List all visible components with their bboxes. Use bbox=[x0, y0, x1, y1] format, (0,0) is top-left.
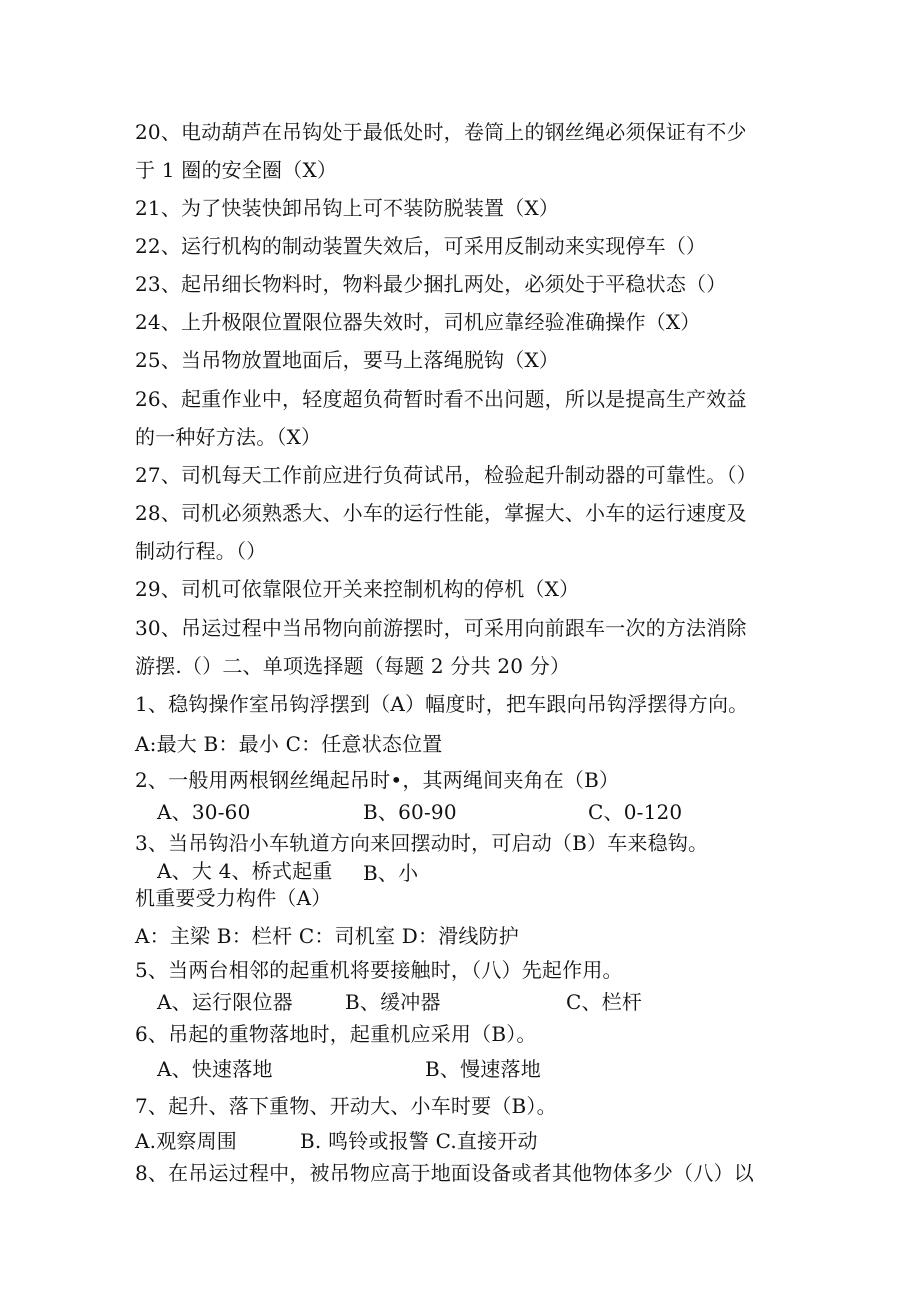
text-line-mc7: 7、起升、落下重物、开动大、小车时要（B）。 bbox=[135, 1094, 557, 1118]
text-line-q29: 29、司机可依靠限位开关来控制机构的停机（X） bbox=[135, 577, 580, 601]
text-line-q28-cont: 制动行程。（） bbox=[135, 539, 267, 563]
text-line-q25: 25、当吊物放置地面后，要马上落绳脱钩（X） bbox=[135, 348, 560, 372]
option-mc7-a: A.观察周围 bbox=[135, 1129, 238, 1153]
text-line-q28: 28、司机必须熟悉大、小车的运行性能，掌握大、小车的运行速度及 bbox=[135, 501, 747, 525]
text-line-mc8: 8、在吊运过程中，被吊物应高于地面设备或者其他物体多少（八）以 bbox=[135, 1161, 754, 1185]
option-mc2-c: C、0-120 bbox=[588, 800, 683, 824]
option-mc6-a: A、快速落地 bbox=[157, 1057, 273, 1081]
text-line-q30: 30、吊运过程中当吊物向前游摆时，可采用向前跟车一次的方法消除 bbox=[135, 616, 747, 640]
text-line-q22: 22、运行机构的制动装置失效后，可采用反制动来实现停车（） bbox=[135, 234, 707, 258]
text-line-q27: 27、司机每天工作前应进行负荷试吊，检验起升制动器的可靠性。（） bbox=[135, 463, 757, 487]
option-mc5-b: B、缓冲器 bbox=[345, 990, 441, 1014]
text-line-mc5: 5、当两台相邻的起重机将要接触时，（八）先起作用。 bbox=[135, 958, 623, 982]
option-mc5-a: A、运行限位器 bbox=[157, 990, 293, 1014]
text-line-q20-cont: 于 1 圈的安全圈（X） bbox=[135, 158, 338, 182]
option-mc6-b: B、慢速落地 bbox=[425, 1057, 541, 1081]
text-line-mc3: 3、当吊钩沿小车轨道方向来回摆动时，可启动（B）车来稳钩。 bbox=[135, 831, 709, 855]
option-mc3-b: B、小 bbox=[363, 861, 419, 885]
text-line-mc2: 2、一般用两根钢丝绳起吊时•，其两绳间夹角在（B） bbox=[135, 768, 620, 792]
option-mc7-b-c: B. 鸣铃或报警 C.直接开动 bbox=[300, 1129, 538, 1153]
text-line-mc4-cont: 机重要受力构件（A） bbox=[135, 886, 332, 910]
option-mc2-b: B、60-90 bbox=[363, 800, 457, 824]
text-line-mc4-options: A：主梁 B：栏杆 C：司机室 D：滑线防护 bbox=[135, 924, 519, 948]
text-line-q21: 21、为了快装快卸吊钩上可不装防脱装置（X） bbox=[135, 196, 560, 220]
text-line-q26: 26、起重作业中，轻度超负荷暂时看不出问题，所以是提高生产效益 bbox=[135, 387, 747, 411]
text-line-q24: 24、上升极限位置限位器失效时，司机应靠经验准确操作（X） bbox=[135, 310, 701, 334]
text-line-mc1: 1、稳钩操作室吊钩浮摆到（A）幅度时，把车跟向吊钩浮摆得方向。 bbox=[135, 692, 749, 716]
option-mc2-a: A、30-60 bbox=[157, 800, 251, 824]
option-mc5-c: C、栏杆 bbox=[566, 990, 643, 1014]
text-line-q20: 20、电动葫芦在吊钩处于最低处时，卷筒上的钢丝绳必须保证有不少 bbox=[135, 120, 747, 144]
text-line-q26-cont: 的一种好方法。（X） bbox=[135, 425, 322, 449]
text-line-q23: 23、起吊细长物料时，物料最少捆扎两处，必须处于平稳状态（） bbox=[135, 272, 727, 296]
option-mc3-a-and-mc4: A、大 4、桥式起重 bbox=[157, 859, 333, 883]
text-line-q30-cont: 游摆.（）二、单项选择题（每题 2 分共 20 分） bbox=[135, 654, 571, 678]
text-line-mc1-options: A:最大 B：最小 C：任意状态位置 bbox=[135, 732, 443, 756]
text-line-mc6: 6、吊起的重物落地时，起重机应采用（B）。 bbox=[135, 1022, 537, 1046]
